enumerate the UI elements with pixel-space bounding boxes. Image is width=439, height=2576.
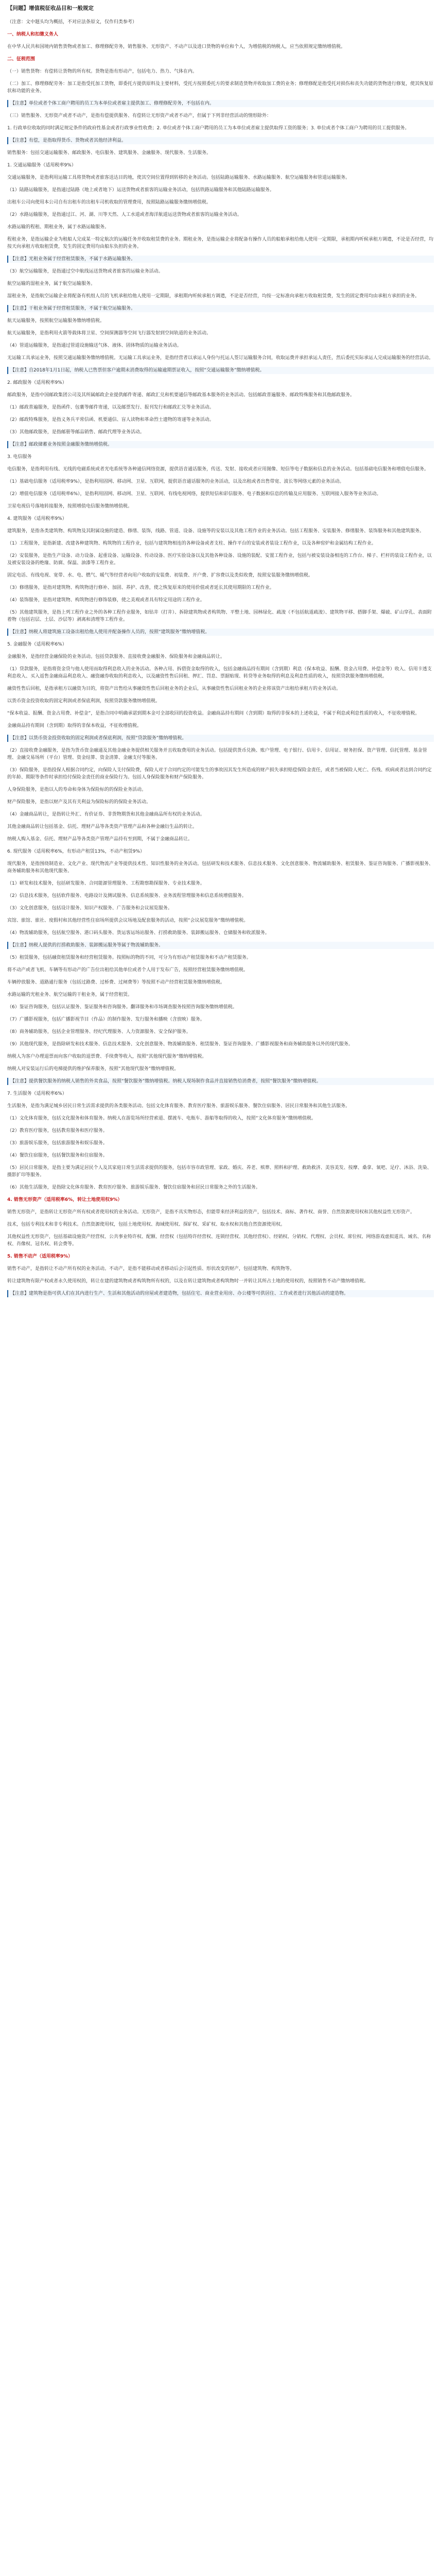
paragraph: 金融服务，是指经营金融保险的业务活动。包括贷款服务、直接收费金融服务、保险服务和金融商品转让。	[7, 654, 225, 659]
note-paragraph: 【注意】建筑物是指可供人们在其内进行生产、生活和其他活动的房屋或者建造物，包括住宅、商业营业用房、办公楼等可供居住、工作或者进行其他活动的建造物。	[7, 1290, 434, 1297]
paragraph: 销售无形资产，是指转让无形资产所有权或者使用权的业务活动。无形资产，是指不具实物形态，但能带来经济利益的资产，包括技术、商标、著作权、商誉、自然资源使用权和其他权益性无形资产。	[7, 1210, 415, 1215]
paragraph: 纳税人对安装运行后的电梯提供的维护保养服务，按照“其他现代服务”缴纳增值税。	[7, 1066, 179, 1072]
paragraph: （3）文化创意服务，包括设计服务、知识产权服务、广告服务和会议展览服务。	[7, 906, 172, 911]
paragraph: （三）销售服务、无形资产或者不动产，是指有偿提供服务、有偿转让无形资产或者不动产，但属于下列非经营活动的情形除外：	[7, 113, 272, 118]
note-paragraph: 【注意】提供餐饮服务的纳税人销售的外卖食品，按照“餐饮服务”缴纳增值税。纳税人现场制作食品并直接销售给消费者，按照“餐饮服务”缴纳增值税。	[7, 1078, 434, 1085]
paragraph: 财产保险服务，是指以财产及其有关利益为保险标的的保险业务活动。	[7, 800, 151, 805]
paragraph: （1）贷款服务，是指将资金贷与他人使用而取得利息收入的业务活动。各种占用、拆借资金取得的收入，包括金融商品持有期间（含到期）利息（保本收益、报酬、资金占用费、补偿金等）收入、信用卡透支利息收入、买入返售金融商品利息收入、融资融券收取的利息收入，以及融资性售后回租、押汇、罚息、票据贴现、转贷等业务取得的利息及利息性质的收入，按照贷款服务缴纳增值税。	[7, 667, 432, 679]
paragraph: 无运输工具承运业务，按照交通运输服务缴纳增值税。无运输工具承运业务，是指经营者以承运人身份与托运人签订运输服务合同，收取运费并承担承运人责任，然后委托实际承运人完成运输服务的经营活动。	[7, 355, 434, 361]
paragraph: 生活服务，是指为满足城乡居民日常生活需求提供的各类服务活动。包括文化体育服务、教育医疗服务、旅游娱乐服务、餐饮住宿服务、居民日常服务和其他生活服务。	[7, 1104, 350, 1109]
paragraph: 将不动产或者飞机、车辆等有形动产的广告位出租给其他单位或者个人用于发布广告，按照经营租赁服务缴纳增值税。	[7, 968, 249, 973]
section-heading: 5. 销售不动产（适用税率9%）	[7, 1254, 73, 1259]
paragraph: 航空运输的湿租业务，属于航空运输服务。	[7, 281, 96, 286]
paragraph: 现代服务，是指围绕制造业、文化产业、现代物流产业等提供技术性、知识性服务的业务活动。包括研发和技术服务、信息技术服务、文化创意服务、物流辅助服务、租赁服务、鉴证咨询服务、广播影视服务、商务辅助服务和其他现代服务。	[7, 861, 434, 874]
paragraph: （1）研发和技术服务，包括研发服务、合同能源管理服务、工程勘察勘探服务、专业技术服务。	[7, 881, 205, 886]
note-paragraph: 【注意】有偿，是指取得货币、货物或者其他经济利益。	[7, 137, 434, 144]
paragraph: 销售不动产，是指转让不动产所有权的业务活动。不动产，是指不能移动或者移动后会引起性质、形状改变的财产，包括建筑物、构筑物等。	[7, 1266, 295, 1272]
paragraph: 人身保险服务，是指以人的寿命和身体为保险标的的保险业务活动。	[7, 787, 147, 792]
paragraph: （4）餐饮住宿服务，包括餐饮服务和住宿服务。	[7, 1153, 108, 1158]
paragraph: 1. 交通运输服务（适用税率9%）	[7, 163, 76, 168]
paragraph: 纳税人购入基金、信托、理财产品等各类资产管理产品持有至到期，不属于金融商品转让。	[7, 837, 193, 842]
note-paragraph: 【注意】单位或者个体工商户聘用的员工为本单位或者雇主提供加工、修理修配劳务，不包括在内。	[7, 100, 434, 107]
paragraph: （6）其他生活服务，是指除文化体育服务、教育医疗服务、旅游娱乐服务、餐饮住宿服务和居民日常服务之外的生活服务。	[7, 1185, 260, 1190]
paragraph: （1）陆路运输服务，是指通过陆路（地上或者地下）运送货物或者旅客的运输业务活动，包括铁路运输服务和其他陆路运输服务。	[7, 188, 274, 193]
note-paragraph: 【注意】纳税人将建筑施工设备出租给他人使用并配备操作人员的，按照“建筑服务”缴纳增值税。	[7, 629, 434, 636]
paragraph: 技术，包括专利技术和非专利技术。自然资源使用权，包括土地使用权、海域使用权、探矿权、采矿权、取水权和其他自然资源使用权。	[7, 1222, 286, 1227]
paragraph: （3）保险服务，是指投保人根据合同约定，向保险人支付保险费，保险人对于合同约定的可能发生的事故因其发生所造成的财产损失承担赔偿保险金责任，或者当被保险人死亡、伤残、疾病或者达到合同约定的年龄、期限等条件时承担给付保险金责任的商业保险行为。包括人身保险服务和财产保险服务。	[7, 768, 432, 780]
paragraph: （4）物流辅助服务，包括航空服务、港口码头服务、货运客运场站服务、打捞救助服务、装卸搬运服务、仓储服务和收派服务。	[7, 930, 270, 936]
paragraph: （注意：文中题头均为概括，不对应法条原文，仅作归类参考）	[7, 20, 137, 25]
note-paragraph: 【注意】纳税人提供的打捞救助服务、装卸搬运服务等属于物流辅助服务。	[7, 942, 434, 949]
paragraph: 纳税人为客户办理退票而向客户收取的退票费、手续费等收入，按照“其他现代服务”缴纳增值税。	[7, 1054, 207, 1059]
paragraph: （1）邮政普遍服务，是指函件、包裹等邮件寄递，以及邮票发行、报刊发行和邮政汇兑等业务活动。	[7, 405, 214, 410]
paragraph: （1）文化体育服务，包括文化服务和体育服务。纳税人在游览场所经营索道、摆渡车、电瓶车、游船等取得的收入，按照“文化体育服务”缴纳增值税。	[7, 1116, 317, 1121]
paragraph: 固定电话、有线电视、宽带、水、电、燃气、暖气等经营者向用户收取的安装费、初装费、开户费、扩容费以及类似收费，按照安装服务缴纳增值税。	[7, 573, 313, 578]
paragraph: （3）其他邮政服务，是指邮册等邮品销售、邮政代理等业务活动。	[7, 430, 145, 435]
doc-body	[7, 19, 434, 1297]
paragraph: 宾馆、旅馆、旅社、度假村和其他经营性住宿场所提供会议场地及配套服务的活动，按照“会议展览服务”缴纳增值税。	[7, 918, 249, 923]
paragraph: 其他金融商品转让包括基金、信托、理财产品等各类资产管理产品和各种金融衍生品的转让。	[7, 824, 198, 829]
paragraph: （2）信息技术服务，包括软件服务、电路设计及测试服务、信息系统服务、业务流程管理服务和信息系统增值服务。	[7, 893, 247, 899]
section-heading: 一、纳税人和扣缴义务人	[7, 32, 59, 37]
paragraph: （7）广播影视服务，包括广播影视节目（作品）的制作服务、发行服务和播映（含放映）服务。	[7, 1017, 205, 1022]
paragraph: （1）工程服务，是指新建、改建各种建筑物、构筑物的工程作业，包括与建筑物相连的各种设备或者支柱、操作平台的安装或者装设工程作业，以及各种窑炉和金属结构工程作业。	[7, 541, 376, 546]
paragraph: 水路运输的程租、期租业务，属于水路运输服务。	[7, 225, 110, 230]
paragraph: 4. 建筑服务（适用税率9%）	[7, 516, 67, 521]
paragraph: （4）管道运输服务，是指通过管道设施输送气体、液体、固体物质的运输业务活动。	[7, 343, 182, 348]
paragraph: （二）加工、修理修配劳务：加工是指受托加工货物，即委托方提供原料及主要材料，受托方按照委托方的要求制造货物并收取加工费的业务；修理修配是指受托对损伤和丧失功能的货物进行修复，使其恢复原状和功能的业务。	[7, 81, 434, 94]
paragraph: （3）航空运输服务，是指通过空中航线运送货物或者旅客的运输业务活动。	[7, 269, 163, 274]
paragraph: “保本收益、报酬、资金占用费、补偿金”，是指合同中明确承诺到期本金可全部收回的投资收益。金融商品持有期间（含到期）取得的非保本的上述收益，不属于利息或利息性质的收入，不征收增值税。	[7, 711, 420, 716]
paragraph: （一）销售货物：有偿转让货物的所有权。货物是指有形动产，包括电力、热力、气体在内。	[7, 69, 198, 74]
paragraph: 3. 电信服务	[7, 454, 32, 460]
paragraph: 销售服务：包括交通运输服务、邮政服务、电信服务、建筑服务、金融服务、现代服务、生活服务。	[7, 150, 212, 156]
paragraph: 出租车公司向使用本公司自有出租车的出租车司机收取的管理费用，按照陆路运输服务缴纳增值税。	[7, 200, 212, 205]
paragraph: （5）其他建筑服务，是指上列工程作业之外的各种工程作业服务，如钻井（打井）、拆除建筑物或者构筑物、平整土地、园林绿化、疏浚（不包括航道疏浚）、建筑物平移、搭脚手架、爆破、矿山穿孔、表面附着物（包括岩层、土层、沙层等）剥离和清理等工程作业。	[7, 610, 432, 622]
paragraph: （4）装饰服务，是指对建筑物、构筑物进行修饰装修，使之美观或者具有特定用途的工程作业。	[7, 598, 205, 603]
section-heading: 4. 销售无形资产（适用税率6%，转让土地使用权9%）	[7, 1197, 122, 1202]
paragraph: 7. 生活服务（适用税率6%）	[7, 1091, 67, 1096]
paragraph: 航天运输服务，按照航空运输服务缴纳增值税。	[7, 318, 105, 324]
paragraph: 转让建筑物有限产权或者永久使用权的，转让在建的建筑物或者构筑物所有权的，以及在转让建筑物或者构筑物时一并转让其所占土地的使用权的，按照销售不动产缴纳增值税。	[7, 1279, 369, 1284]
note-paragraph: 【注意】光租业务属于经营租赁服务，不属于水路运输服务。	[7, 256, 434, 263]
paragraph: 金融商品持有期间（含到期）取得的非保本收益，不征收增值税。	[7, 723, 142, 728]
paragraph: 6. 现代服务（适用税率6%，有形动产租赁13%，不动产租赁9%）	[7, 849, 145, 854]
paragraph: 5. 金融服务（适用税率6%）	[7, 642, 67, 647]
paragraph: （2）增值电信服务（适用税率6%），是指利用固网、移动网、卫星、互联网、有线电视网络，提供短信和彩信服务、电子数据和信息的传输及应用服务、互联网接入服务等业务活动。	[7, 492, 381, 497]
paragraph: （4）金融商品转让，是指转让外汇、有价证券、非货物期货和其他金融商品所有权的业务活动。	[7, 812, 205, 817]
paragraph: 融资性售后回租，是指承租方以融资为目的，将资产出售给从事融资性售后回租业务的企业后，从事融资性售后回租业务的企业将该资产出租给承租方的业务活动。	[7, 686, 341, 691]
paragraph: （3）修缮服务，是指对建筑物、构筑物进行修补、加固、养护、改善，使之恢复原来的使用价值或者延长其使用期限的工程作业。	[7, 585, 274, 590]
paragraph: 以货币资金投资收取的固定利润或者保底利润，按照贷款服务缴纳增值税。	[7, 699, 161, 704]
paragraph: 航天运输服务，是指利用火箭等载体将卫星、空间探测器等空间飞行器发射到空间轨道的业务活动。	[7, 331, 212, 336]
note-paragraph: 【注意】自2018年1月1日起，纳税人已售票但客户逾期未消费取得的运输逾期票证收入，按照“交通运输服务”缴纳增值税。	[7, 367, 434, 374]
paragraph: 建筑服务，是指各类建筑物、构筑物及其附属设施的建造、修缮、装饰，线路、管道、设备、设施等的安装以及其他工程作业的业务活动。包括工程服务、安装服务、修缮服务、装饰服务和其他建筑服务。	[7, 529, 425, 534]
paragraph: 水路运输的光租业务、航空运输的干租业务，属于经营租赁。	[7, 992, 133, 997]
paragraph: 其他权益性无形资产，包括基础设施资产经营权、公共事业特许权、配额、经营权（包括特许经营权、连锁经营权、其他经营权）、经销权、分销权、代理权、会员权、席位权、网络游戏虚拟道具、域名、名称权、肖像权、冠名权、转会费等。	[7, 1234, 431, 1247]
doc-title: 【问题】增值税征收品目和一般规定	[7, 5, 94, 11]
paragraph: （2）直接收费金融服务，是指为货币资金融通及其他金融业务提供相关服务并且收取费用的业务活动。包括提供货币兑换、账户管理、电子银行、信用卡、信用证、财务担保、资产管理、信托管理、基金管理、金融交易场所（平台）管理、资金结算、资金清算、金融支付等服务。	[7, 748, 427, 760]
paragraph: 交通运输服务，是指利用运输工具将货物或者旅客送达目的地，使其空间位置得到转移的业务活动。包括陆路运输服务、水路运输服务、航空运输服务和管道运输服务。	[7, 175, 350, 180]
note-paragraph: 【注意】邮政储蓄业务按照金融服务缴纳增值税。	[7, 441, 434, 448]
paragraph: （5）租赁服务，包括融资租赁服务和经营租赁服务。按照标的物的不同，可分为有形动产租赁服务和不动产租赁服务。	[7, 955, 251, 960]
paragraph: （2）教育医疗服务，包括教育服务和医疗服务。	[7, 1128, 108, 1133]
paragraph: （5）居民日常服务，是指主要为满足居民个人及其家庭日常生活需求提供的服务，包括市容市政管理、家政、婚庆、养老、殡葬、照料和护理、救助救济、美容美发、按摩、桑拿、氧吧、足疗、沐浴、洗染、摄影扩印等服务。	[7, 1165, 432, 1178]
paragraph: 电信服务，是指利用有线、无线的电磁系统或者光电系统等各种通信网络资源，提供语音通话服务，传送、发射、接收或者应用图像、短信等电子数据和信息的业务活动。包括基础电信服务和增值电信服务。	[7, 467, 429, 472]
paragraph: （8）商务辅助服务，包括企业管理服务、经纪代理服务、人力资源服务、安全保护服务。	[7, 1029, 191, 1035]
note-paragraph: 【注意】干租业务属于经营租赁服务，不属于航空运输服务。	[7, 305, 434, 312]
paragraph: 邮政服务，是指中国邮政集团公司及其所属邮政企业提供邮件寄递、邮政汇兑和机要通信等邮政基本服务的业务活动。包括邮政普遍服务、邮政特殊服务和其他邮政服务。	[7, 393, 355, 398]
paragraph: 湿租业务，是指航空运输企业将配备有机组人员的飞机承租给他人使用一定期限，承租期内听候承租方调遣，不论是否经营，均按一定标准向承租方收取租赁费，发生的固定费用均由承租方承担的业务。	[7, 294, 420, 299]
paragraph: 卫星电视信号落地转接服务，按照增值电信服务缴纳增值税。	[7, 504, 133, 509]
paragraph: （2）安装服务，是指生产设备、动力设备、起重设备、运输设备、传动设备、医疗实验设备以及其他各种设备、设施的装配、安置工程作业，包括与被安装设备相连的工作台、梯子、栏杆的装设工程作业，以及被安装设备的绝缘、防腐、保温、油漆等工程作业。	[7, 553, 432, 566]
note-paragraph: 【注意】以货币资金投资收取的固定利润或者保底利润，按照“贷款服务”缴纳增值税。	[7, 735, 434, 742]
paragraph: （2）水路运输服务，是指通过江、河、湖、川等天然、人工水道或者海洋航道运送货物或者旅客的运输业务活动。	[7, 212, 242, 217]
paragraph: （2）邮政特殊服务，是指义务兵平常信函、机要通信、盲人读物和革命烈士遗物的寄递等业务活动。	[7, 417, 214, 422]
paragraph: （3）旅游娱乐服务，包括旅游服务和娱乐服务。	[7, 1141, 108, 1146]
paragraph: 在中华人民共和国境内销售货物或者加工、修理修配劳务，销售服务、无形资产、不动产以及进口货物的单位和个人，为增值税的纳税人，应当依照规定缴纳增值税。	[7, 44, 346, 49]
paragraph: 程租业务，是指运输企业为租船人完成某一特定航次的运输任务并收取租赁费的业务。期租业务，是指运输企业将配备有操作人员的船舶承租给他人使用一定期限，承租期内听候承租方调遣，不论是否经营，均按天向承租方收取租赁费，发生的固定费用均由船东负担的业务。	[7, 237, 434, 249]
paragraph: 车辆停放服务、道路通行服务（包括过路费、过桥费、过闸费等）等按照不动产经营租赁服务缴纳增值税。	[7, 980, 225, 985]
paragraph: （1）基础电信服务（适用税率9%），是指利用固网、移动网、卫星、互联网，提供语音通话服务的业务活动，以及出租或者出售带宽、波长等网络元素的业务活动。	[7, 479, 344, 484]
paragraph: （6）鉴证咨询服务，包括认证服务、鉴证服务和咨询服务。翻译服务和市场调查服务按照咨询服务缴纳增值税。	[7, 1005, 237, 1010]
paragraph: （9）其他现代服务，是指除研发和技术服务、信息技术服务、文化创意服务、物流辅助服务、租赁服务、鉴证咨询服务、广播影视服务和商务辅助服务以外的现代服务。	[7, 1042, 353, 1047]
paragraph: 1. 行政单位收取的同时满足规定条件的政府性基金或者行政事业性收费；2. 单位或者个体工商户聘用的员工为本单位或者雇主提供取得工资的服务；3. 单位或者个体工商户为聘用的员工提供服务。	[7, 126, 410, 131]
section-heading: 二、征税范围	[7, 57, 36, 62]
paragraph: 2. 邮政服务（适用税率9%）	[7, 380, 67, 385]
